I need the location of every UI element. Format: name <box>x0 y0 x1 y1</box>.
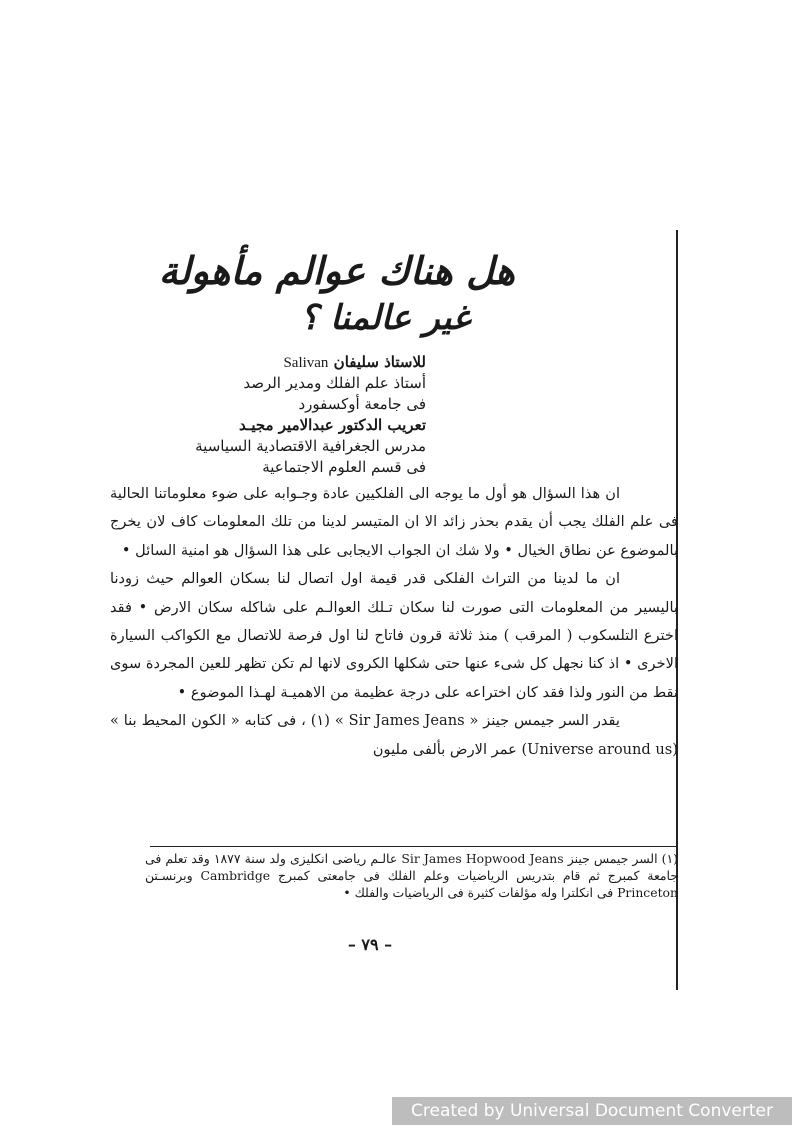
author-latin-name: Salivan <box>283 355 329 371</box>
author-line <box>283 352 426 373</box>
watermark-banner: Created by Universal Document Converter <box>392 1097 792 1125</box>
paragraph-1: ان هذا السؤال هو أول ما يوجه الى الفلكيين عادة وجـوابه على ضوء معلوماتنا الحالية فى علم الفلك يجب أن يقدم بحذر زائد الا ان المتيسر لدينا من تلك المعلومات كاف لان يخرج بالموضوع عن نطاق الخيال • ولا شك ان الجواب الايجابى على هذا السؤال هو امنية السائل • <box>110 485 678 559</box>
translator-name: تعريب الدكتور عبدالامير مجيـد <box>239 416 426 434</box>
author-title-2: فى جامعة أوكسفورد <box>298 395 426 413</box>
translator-title-2: فى قسم العلوم الاجتماعية <box>262 458 426 476</box>
footnote-divider <box>150 846 678 847</box>
footnote <box>145 850 678 901</box>
article-title-line-1: هل هناك عوالم مأهولة <box>158 248 515 293</box>
article-body <box>110 480 678 764</box>
paragraph-2: ان ما لدينا من التراث الفلكى قدر قيمة اول اتصال لنا بسكان العوالم حيث زودنا باليسير من المعلومات التى صورت لنا سكان تـلك العوالـم على شاكله سكان الارض • فقد اخترع التلسكوب ( المرقب ) منذ ثلاثة قرون فاتاح لنا اول فرصة للاتصال مع الكواكب السيارة الاخرى • اذ كنا نجهل كل شىء عنها حتى شكلها الكروى لانها لم تكن تظهر للعين المجردة سوى نقط من النور ولذا فقد كان اختراعه على درجة عظيمة من الاهميـة لهـذا الموضوع • <box>110 570 678 701</box>
page-number: – ٧٩ – <box>347 935 393 954</box>
footnote-text: (١) السر جيمس جينز Sir James Hopwood Jeans عالـم رياضى انكليزى ولد سنة ١٨٧٧ وقد تعلم فى جامعة كمبرج ثم قام بتدريس الرياضيات وعلم الفلك فى جامعتى كمبرج Cambridge وبرنسـتن Princeton فى انكلترا وله مؤلفات كثيرة فى الرياضيات والفلك • <box>145 851 678 900</box>
translator-title-1: مدرس الجغرافية الاقتصادية السياسية <box>195 437 426 455</box>
author-title-1: أستاذ علم الفلك ومدير الرصد <box>243 374 426 392</box>
author-name: للاستاذ سليفان <box>333 353 426 371</box>
paragraph-3: يقدر السر جيمس جينز « Sir James Jeans » (١) ، فى كتابه « الكون المحيط بنا » (Universe around us) عمر الارض بألفى مليون <box>110 712 678 758</box>
article-title-line-2: غير عالمنا ؟ <box>300 298 470 338</box>
